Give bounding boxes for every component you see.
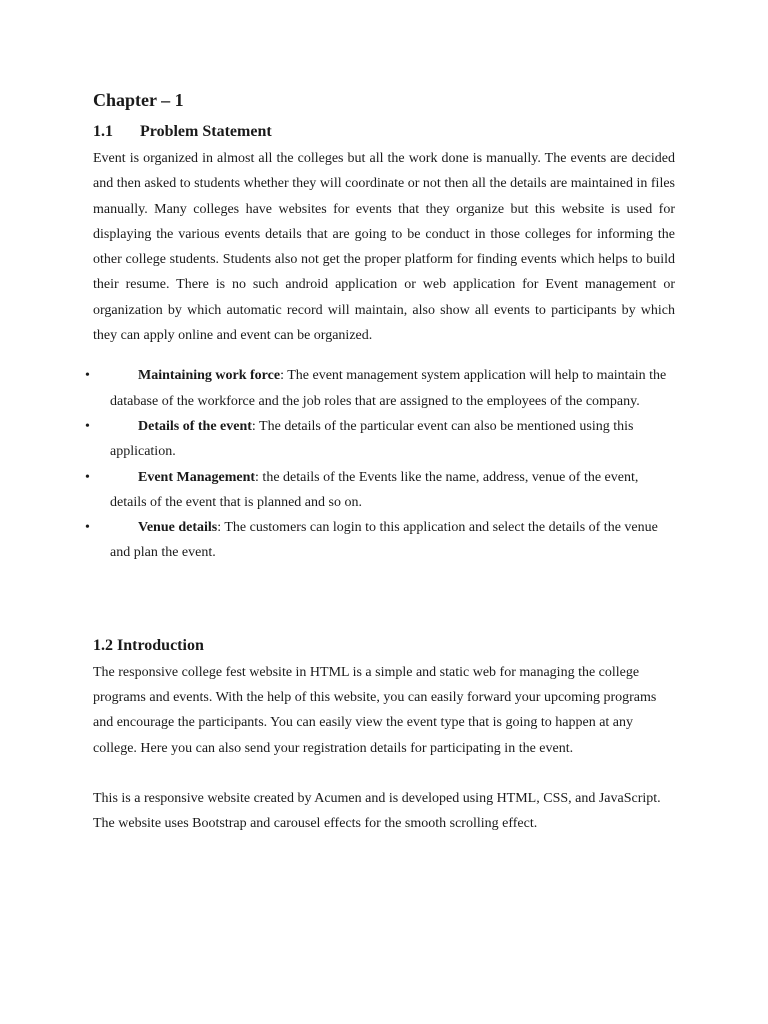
section-title: Problem Statement (140, 123, 272, 140)
list-item-text: : the details of the Events like the name, address, venue of the event, details of the event that is planned and so on. (110, 469, 639, 510)
list-item (85, 363, 675, 414)
chapter-title: Chapter – 1 (93, 90, 184, 110)
list-item-term: Event Management (138, 469, 256, 485)
bullet-icon: • (85, 418, 90, 434)
bullet-icon: • (85, 469, 90, 485)
list-item-text: : The event management system application will help to maintain the database of the workforce and the job roles that are assigned to the employees of the company. (110, 368, 667, 409)
bullet-icon: • (85, 520, 90, 536)
list-item-text: : The details of the particular event can also be mentioned using this application. (110, 418, 634, 460)
list-item (85, 465, 675, 516)
section-heading-introduction: 1.2 Introduction (93, 636, 204, 654)
introduction-paragraph-2: This is a responsive website created by Acumen and is developed using HTML, CSS, and JavaScript. The website uses Bootstrap and carousel effects for the smooth scrolling effect. (93, 790, 661, 832)
list-item-term: Details of the event (138, 418, 252, 434)
list-item-term: Venue details (138, 520, 218, 536)
section-number: 1.1 (93, 123, 113, 140)
document-page (85, 86, 675, 837)
section-heading-problem-statement (93, 120, 675, 144)
introduction-paragraph-1: The responsive college fest website in HTML is a simple and static web for managing the college programs and events. With the help of this website, you can easily forward your upcoming programs and encourage the participants. You can easily view the event type that is going to happen at any college. Here you can also send your registration details for participating in the event. (93, 664, 657, 756)
bullet-icon: • (85, 368, 90, 384)
feature-list (85, 363, 675, 565)
list-item-text: : The customers can login to this application and select the details of the venue and plan the event. (110, 520, 658, 561)
problem-statement-paragraph: Event is organized in almost all the colleges but all the work done is manually. The events are decided and then asked to students whether they will coordinate or not then all the details are maintained in files manually. Many colleges have websites for events that they organize but this website is used for displaying the various events details that are going to be conduct in those colleges for informing the other college students. Students also not get the proper platform for finding events which helps to build their resume. There is no such android application or web application for Event management or organization by which automatic record will maintain, also show all events to participants by which they can apply online and event can be organized. (93, 151, 675, 344)
list-item-term: Maintaining work force (138, 368, 281, 384)
list-item (85, 515, 675, 566)
list-item (85, 414, 675, 465)
